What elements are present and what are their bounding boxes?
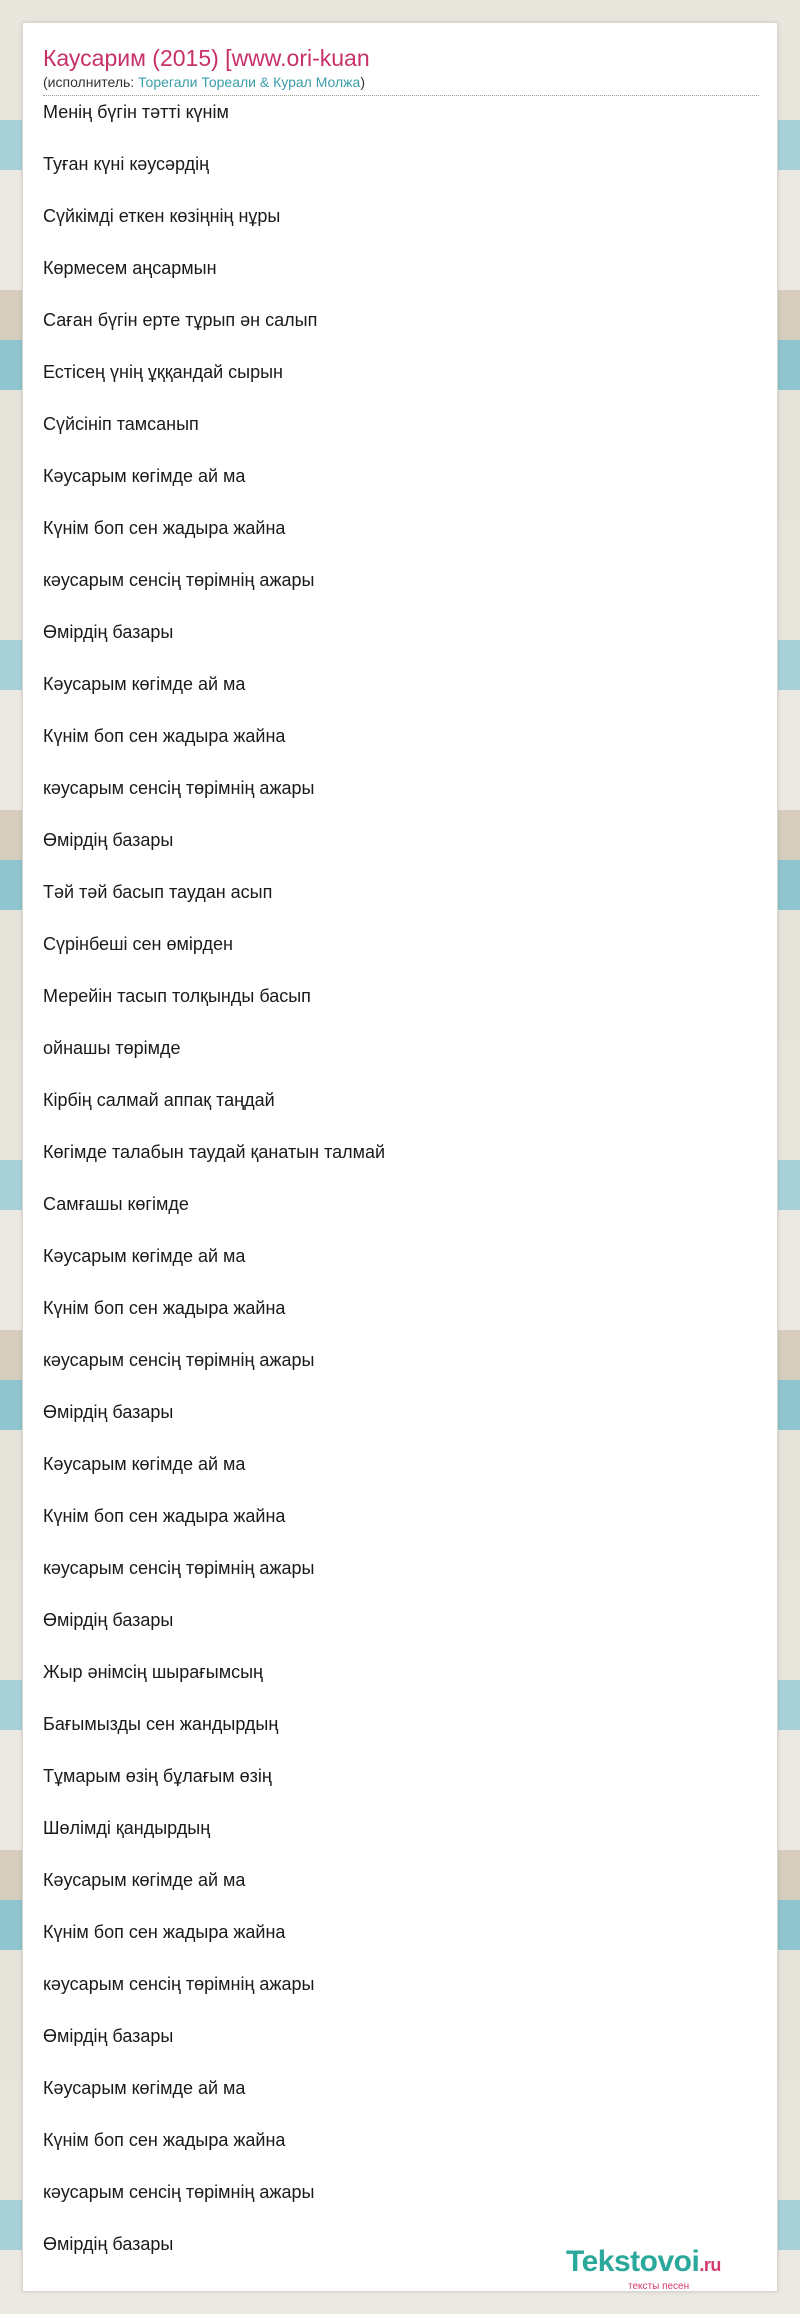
lyric-line: Өмірдің базары <box>43 1610 174 1630</box>
lyric-line: Кәусарым көгімде ай ма <box>43 2078 246 2098</box>
lyric-line: Кәусарым көгімде ай ма <box>43 674 246 694</box>
lyric-line: Туған күні кәусәрдің <box>43 154 210 174</box>
lyric-line: Сүрінбеші сен өмірден <box>43 934 233 954</box>
lyric-line: Тұмарым өзің бұлағым өзің <box>43 1766 272 1786</box>
artist-line <box>43 73 759 91</box>
artist-link[interactable]: Торегали Тореали & Курал Молжа <box>138 74 361 90</box>
lyric-line: Мерейін тасып толқынды басып <box>43 986 311 1006</box>
song-header <box>43 43 759 96</box>
lyric-line: Кәусарым көгімде ай ма <box>43 1870 246 1890</box>
lyric-line: Өмірдің базары <box>43 2026 174 2046</box>
lyric-line: Сүйсініп тамсанып <box>43 414 199 434</box>
logo-wordmark <box>566 2246 766 2281</box>
lyric-line: Кәусарым көгімде ай ма <box>43 1246 246 1266</box>
lyric-line: кәусарым сенсің төрімнің ажары <box>43 1974 315 1994</box>
artist-suffix: ) <box>360 74 366 90</box>
lyric-line: Бағымызды сен жандырдың <box>43 1714 279 1734</box>
lyric-line: Өмірдің базары <box>43 2234 174 2254</box>
lyric-line: Менің бүгін тәтті күнім <box>43 102 229 122</box>
lyric-line: Тәй тәй басып таудан асып <box>43 882 273 902</box>
lyric-line: Күнім боп сен жадыра жайна <box>43 518 286 538</box>
lyric-line: Күнім боп сен жадыра жайна <box>43 2130 286 2150</box>
logo-name: Tekstovoi <box>566 2245 700 2278</box>
lyric-line: Самғашы көгімде <box>43 1194 189 1214</box>
lyric-line: Көгімде талабын таудай қанатын талмай <box>43 1142 386 1162</box>
lyric-line: Күнім боп сен жадыра жайна <box>43 1506 286 1526</box>
lyric-line: кәусарым сенсің төрімнің ажары <box>43 2182 315 2202</box>
logo-tagline: тексты песен <box>628 2281 690 2292</box>
lyric-line: Естісең үнің ұққандай сырын <box>43 362 283 382</box>
lyric-line: Өмірдің базары <box>43 622 174 642</box>
lyric-line: Жыр әнімсің шырағымсың <box>43 1662 263 1682</box>
lyrics-body <box>43 101 759 2285</box>
lyric-line: Сүйкімді еткен көзіңнің нұры <box>43 206 281 226</box>
logo-tld: .ru <box>699 2255 721 2275</box>
lyric-line: Кірбің салмай аппақ таңдай <box>43 1090 275 1110</box>
lyric-line: Кәусарым көгімде ай ма <box>43 1454 246 1474</box>
lyric-line: Кәусарым көгімде ай ма <box>43 466 246 486</box>
lyric-line: Саған бүгін ерте тұрып ән салып <box>43 310 318 330</box>
tekstovoi-logo[interactable] <box>566 2246 766 2298</box>
lyric-line: кәусарым сенсің төрімнің ажары <box>43 1558 315 1578</box>
lyric-line: Күнім боп сен жадыра жайна <box>43 1298 286 1318</box>
lyric-line: кәусарым сенсің төрімнің ажары <box>43 778 315 798</box>
lyrics-card <box>22 22 778 2292</box>
lyric-line: Күнім боп сен жадыра жайна <box>43 1922 286 1942</box>
lyric-line: кәусарым сенсің төрімнің ажары <box>43 1350 315 1370</box>
lyric-line: ойнашы төрімде <box>43 1038 181 1058</box>
song-title: Каусарим (2015) [www.ori-kuan <box>43 45 370 71</box>
artist-prefix: (исполнитель: <box>43 74 139 90</box>
lyric-line: Күнім боп сен жадыра жайна <box>43 726 286 746</box>
lyric-line: Шөлімді қандырдың <box>43 1818 211 1838</box>
lyric-line: Өмірдің базары <box>43 830 174 850</box>
lyric-line: Көрмесем аңсармын <box>43 258 217 278</box>
lyric-line: Өмірдің базары <box>43 1402 174 1422</box>
lyric-line: кәусарым сенсің төрімнің ажары <box>43 570 315 590</box>
